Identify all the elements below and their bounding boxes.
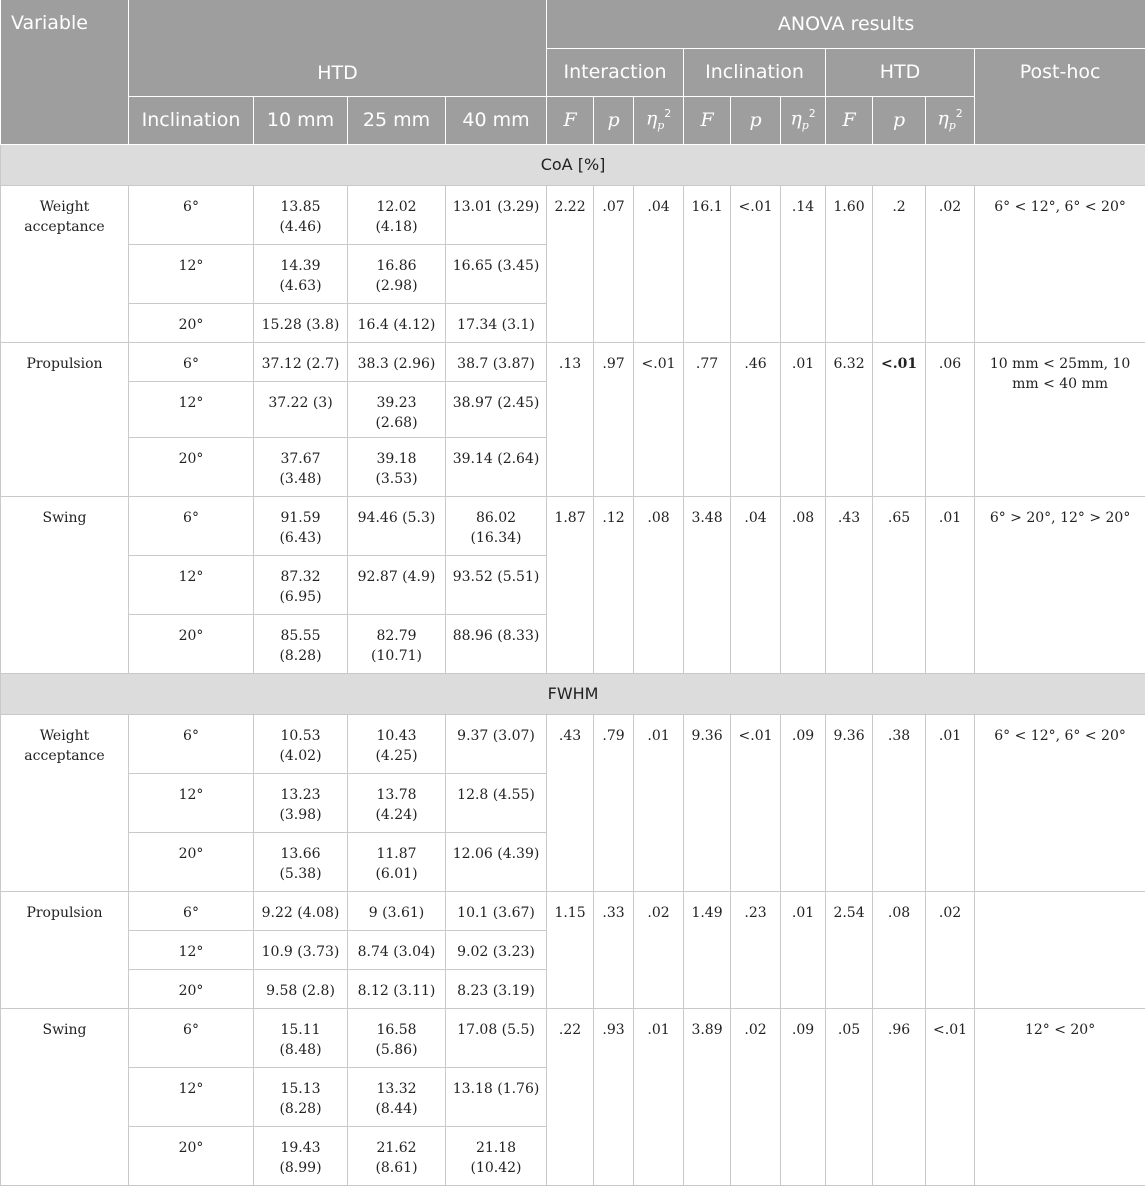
table-row [1,1008,1145,1067]
header-htd-effect: HTD [826,48,975,96]
stat-inc-eta: .14 [781,185,826,342]
stat-int-eta: <.01 [634,342,684,496]
stat-inc-f: 16.1 [684,185,731,342]
value-25mm: 9 (3.61) [348,891,446,930]
stat-htd-p: .96 [873,1008,926,1185]
section-row [1,144,1145,185]
value-10mm: 15.11 (8.48) [254,1008,348,1067]
inclination-value: 6° [129,185,254,244]
stat-htd-p: <.01 [873,342,926,496]
stat-inc-p: .46 [731,342,781,496]
variable-name: Propulsion [1,891,129,1008]
inclination-value: 6° [129,714,254,773]
value-25mm: 16.58 (5.86) [348,1008,446,1067]
header-inc-f: F [684,96,731,144]
table-row [1,342,1145,381]
header-htd-f: F [826,96,873,144]
value-40mm: 17.34 (3.1) [446,303,547,342]
value-10mm: 9.58 (2.8) [254,969,348,1008]
stat-htd-eta: .01 [926,714,975,891]
variable-name: Weight acceptance [1,185,129,342]
header-anova: ANOVA results [547,0,1145,48]
header-htd-eta: $\eta_p^2$ [926,96,975,144]
stat-inc-p: .04 [731,496,781,673]
stat-htd-eta: .06 [926,342,975,496]
stat-int-p: .33 [594,891,634,1008]
stat-htd-eta: .02 [926,185,975,342]
header-int-p: p [594,96,634,144]
value-10mm: 37.22 (3) [254,381,348,437]
stat-int-f: 1.87 [547,496,594,673]
value-10mm: 13.23 (3.98) [254,773,348,832]
header-inclination: Inclination [129,96,254,144]
header-10mm: 10 mm [254,96,348,144]
inclination-value: 20° [129,437,254,496]
value-10mm: 15.28 (3.8) [254,303,348,342]
stat-int-eta: .02 [634,891,684,1008]
stat-int-eta: .08 [634,496,684,673]
stat-inc-p: <.01 [731,185,781,342]
stat-inc-eta: .01 [781,891,826,1008]
stat-posthoc [975,891,1145,1008]
value-40mm: 9.37 (3.07) [446,714,547,773]
value-25mm: 13.78 (4.24) [348,773,446,832]
value-40mm: 13.01 (3.29) [446,185,547,244]
stat-inc-eta: .01 [781,342,826,496]
stat-htd-p: .08 [873,891,926,1008]
stat-int-p: .97 [594,342,634,496]
value-25mm: 8.74 (3.04) [348,930,446,969]
value-40mm: 17.08 (5.5) [446,1008,547,1067]
stat-int-p: .93 [594,1008,634,1185]
value-25mm: 12.02 (4.18) [348,185,446,244]
value-25mm: 92.87 (4.9) [348,555,446,614]
section-title: FWHM [1,673,1145,714]
inclination-value: 12° [129,244,254,303]
stat-int-p: .79 [594,714,634,891]
value-40mm: 86.02 (16.34) [446,496,547,555]
header-inc-eta: $\eta_p^2$ [781,96,826,144]
stat-int-f: .43 [547,714,594,891]
value-10mm: 9.22 (4.08) [254,891,348,930]
stat-htd-f: 6.32 [826,342,873,496]
value-40mm: 21.18 (10.42) [446,1126,547,1185]
value-10mm: 87.32 (6.95) [254,555,348,614]
value-25mm: 21.62 (8.61) [348,1126,446,1185]
inclination-value: 20° [129,614,254,673]
stat-inc-p: .02 [731,1008,781,1185]
table-row [1,496,1145,555]
stat-inc-f: 1.49 [684,891,731,1008]
stat-inc-f: 9.36 [684,714,731,891]
stat-inc-eta: .09 [781,1008,826,1185]
header-40mm: 40 mm [446,96,547,144]
inclination-value: 20° [129,969,254,1008]
stat-inc-f: .77 [684,342,731,496]
stat-inc-eta: .08 [781,496,826,673]
inclination-value: 12° [129,773,254,832]
table-row [1,891,1145,930]
inclination-value: 6° [129,342,254,381]
value-25mm: 82.79 (10.71) [348,614,446,673]
inclination-value: 12° [129,1067,254,1126]
inclination-value: 6° [129,891,254,930]
value-10mm: 10.53 (4.02) [254,714,348,773]
value-40mm: 16.65 (3.45) [446,244,547,303]
stat-inc-f: 3.89 [684,1008,731,1185]
value-10mm: 15.13 (8.28) [254,1067,348,1126]
header-htd: HTD [129,0,547,96]
stat-int-f: .22 [547,1008,594,1185]
inclination-value: 12° [129,930,254,969]
stat-inc-eta: .09 [781,714,826,891]
stat-posthoc: 6° < 12°, 6° < 20° [975,714,1145,891]
value-25mm: 16.4 (4.12) [348,303,446,342]
stat-posthoc: 12° < 20° [975,1008,1145,1185]
value-10mm: 19.43 (8.99) [254,1126,348,1185]
value-25mm: 11.87 (6.01) [348,832,446,891]
variable-name: Swing [1,496,129,673]
header-posthoc: Post-hoc [975,48,1145,144]
variable-name: Weight acceptance [1,714,129,891]
table-body [1,144,1145,1185]
value-10mm: 13.66 (5.38) [254,832,348,891]
table-row [1,185,1145,244]
value-10mm: 13.85 (4.46) [254,185,348,244]
value-40mm: 9.02 (3.23) [446,930,547,969]
stat-int-f: .13 [547,342,594,496]
header-inclination-effect: Inclination [684,48,826,96]
inclination-value: 12° [129,381,254,437]
section-row [1,673,1145,714]
stat-inc-f: 3.48 [684,496,731,673]
header-htd-p: p [873,96,926,144]
header-variable: Variable [1,0,129,144]
value-40mm: 13.18 (1.76) [446,1067,547,1126]
stat-htd-f: 9.36 [826,714,873,891]
variable-name: Propulsion [1,342,129,496]
inclination-value: 20° [129,1126,254,1185]
stat-int-eta: .01 [634,1008,684,1185]
header-interaction: Interaction [547,48,684,96]
stat-posthoc: 10 mm < 25mm, 10 mm < 40 mm [975,342,1145,496]
stat-int-f: 2.22 [547,185,594,342]
stat-htd-p: .65 [873,496,926,673]
inclination-value: 12° [129,555,254,614]
stat-htd-eta: .01 [926,496,975,673]
value-40mm: 12.06 (4.39) [446,832,547,891]
value-25mm: 10.43 (4.25) [348,714,446,773]
header-inc-p: p [731,96,781,144]
value-40mm: 12.8 (4.55) [446,773,547,832]
stat-htd-f: .05 [826,1008,873,1185]
stat-posthoc: 6° > 20°, 12° > 20° [975,496,1145,673]
value-25mm: 94.46 (5.3) [348,496,446,555]
stat-htd-eta: .02 [926,891,975,1008]
value-25mm: 39.23 (2.68) [348,381,446,437]
stat-inc-p: <.01 [731,714,781,891]
value-10mm: 37.12 (2.7) [254,342,348,381]
stat-posthoc: 6° < 12°, 6° < 20° [975,185,1145,342]
stat-inc-p: .23 [731,891,781,1008]
value-40mm: 8.23 (3.19) [446,969,547,1008]
value-40mm: 38.97 (2.45) [446,381,547,437]
stat-htd-p: .2 [873,185,926,342]
stat-htd-p: .38 [873,714,926,891]
value-40mm: 10.1 (3.67) [446,891,547,930]
value-25mm: 8.12 (3.11) [348,969,446,1008]
header-int-eta: $\eta_p^2$ [634,96,684,144]
inclination-value: 6° [129,496,254,555]
value-10mm: 10.9 (3.73) [254,930,348,969]
stat-htd-f: 2.54 [826,891,873,1008]
value-25mm: 38.3 (2.96) [348,342,446,381]
stat-htd-eta: <.01 [926,1008,975,1185]
table-header [1,0,1145,144]
value-40mm: 38.7 (3.87) [446,342,547,381]
stat-int-eta: .01 [634,714,684,891]
stat-int-f: 1.15 [547,891,594,1008]
stat-int-eta: .04 [634,185,684,342]
inclination-value: 20° [129,303,254,342]
value-10mm: 37.67 (3.48) [254,437,348,496]
value-40mm: 88.96 (8.33) [446,614,547,673]
stat-int-p: .07 [594,185,634,342]
table-row [1,714,1145,773]
inclination-value: 6° [129,1008,254,1067]
stat-htd-f: .43 [826,496,873,673]
stat-htd-f: 1.60 [826,185,873,342]
value-10mm: 91.59 (6.43) [254,496,348,555]
section-title: CoA [%] [1,144,1145,185]
value-10mm: 14.39 (4.63) [254,244,348,303]
value-25mm: 39.18 (3.53) [348,437,446,496]
variable-name: Swing [1,1008,129,1185]
value-10mm: 85.55 (8.28) [254,614,348,673]
value-25mm: 16.86 (2.98) [348,244,446,303]
inclination-value: 20° [129,832,254,891]
value-40mm: 93.52 (5.51) [446,555,547,614]
stat-int-p: .12 [594,496,634,673]
header-int-f: F [547,96,594,144]
header-25mm: 25 mm [348,96,446,144]
value-40mm: 39.14 (2.64) [446,437,547,496]
value-25mm: 13.32 (8.44) [348,1067,446,1126]
